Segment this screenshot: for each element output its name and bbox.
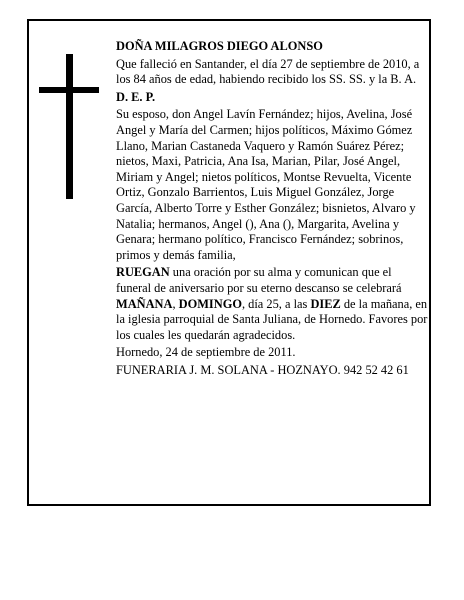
request-text-2: , día 25, a las (241, 296, 311, 311)
diez-word: DIEZ (310, 296, 341, 311)
cross-horizontal-bar (39, 87, 99, 93)
obituary-frame (27, 19, 431, 506)
cross-icon (39, 54, 99, 199)
death-intro: Que falleció en Santander, el día 27 de septiembre de 2010, a los 84 años de edad, habiendo recibido los SS. SS. y la B. A. (116, 56, 420, 87)
place-date: Hornedo, 24 de septiembre de 2011. (116, 345, 296, 360)
ruegan-word: RUEGAN (116, 265, 170, 280)
manana-word: MAÑANA (116, 296, 173, 311)
family-list: Su esposo, don Angel Lavín Fernández; hijos, Avelina, José Angel y María del Carmen; hijos políticos, Máximo Gómez Llano, Marian Castaneda Vaquero y Ramón Suárez Pérez; nietos, Maxi, Patricia, Ana Isa, Marian, Pilar, José Angel, Miriam y Angel; nietos políticos, Montse Revuelta, Vicente Ortiz, Gonzalo Barrientos, Luis Miguel González, Jorge García, Alberto Torre y Esther González; bisnietos, Alvaro y Natalia; hermanos, Angel (), Ana (), Margarita, Avelina y Genara; hermano político, Francisco Fernández; sobrinos, primos y demás familia, (116, 107, 416, 262)
request-text-1: una oración por su alma y comunican que el funeral de aniversario por su eterno descanso se celebrará (116, 265, 402, 295)
dep-line: D. E. P. (116, 89, 156, 104)
funeral-request (116, 265, 428, 343)
request-text-3: de la mañana, en la iglesia parroquial de Santa Juliana, de Hornedo. Favores por los cuales les quedarán agradecidos. (116, 296, 428, 342)
funeral-home: FUNERARIA J. M. SOLANA - HOZNAYO. 942 52 42 61 (116, 362, 409, 377)
domingo-word: DOMINGO (178, 296, 242, 311)
deceased-name: DOÑA MILAGROS DIEGO ALONSO (116, 39, 323, 53)
obituary-text (116, 39, 428, 380)
cross-vertical-bar (66, 54, 73, 199)
request-comma: , (172, 296, 179, 311)
